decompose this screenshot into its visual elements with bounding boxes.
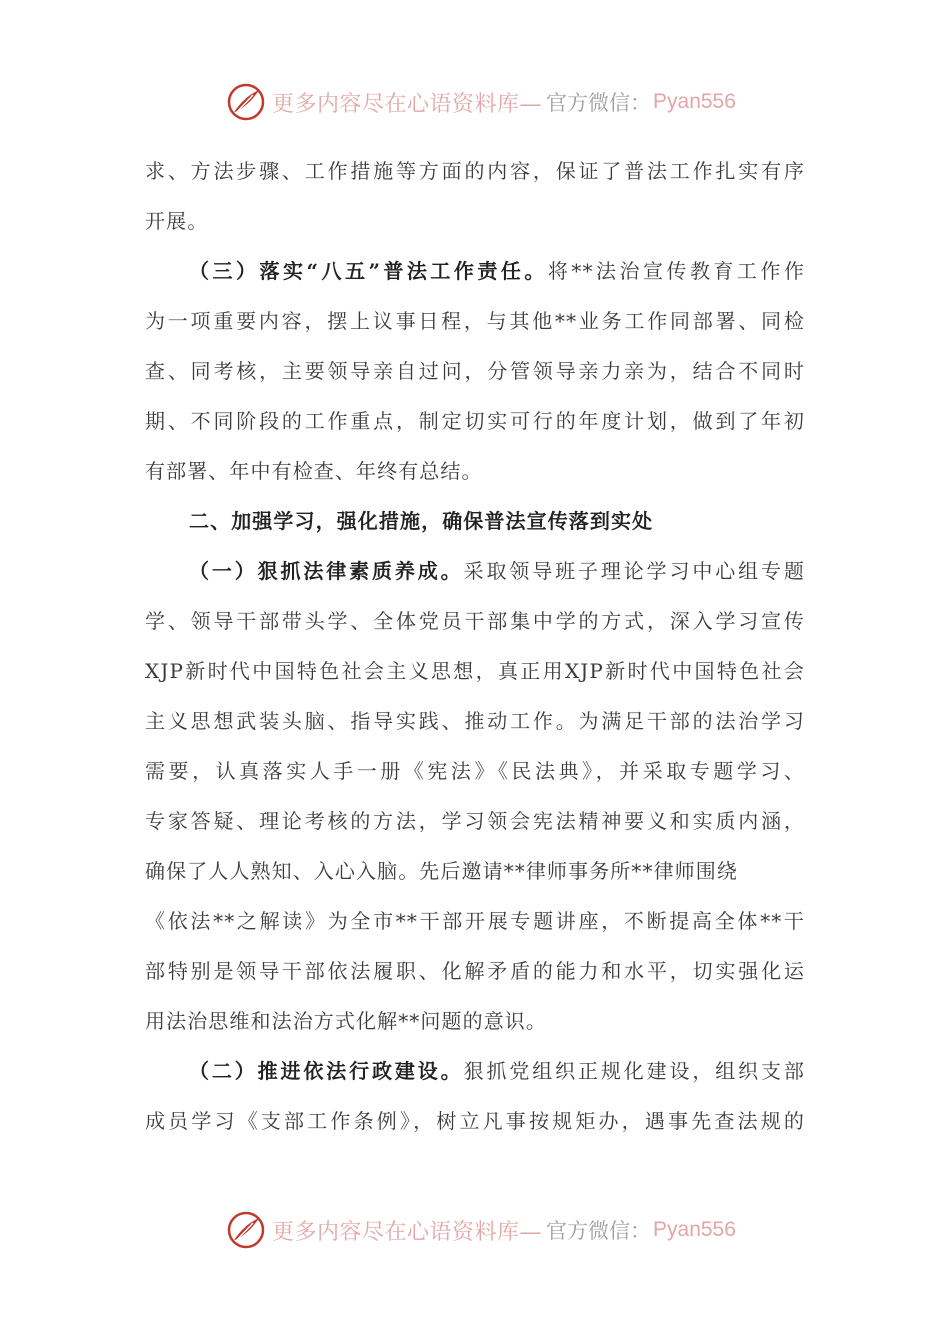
watermark-wechat-id: Pyan556 (653, 90, 736, 113)
body-line (145, 798, 805, 848)
body-line (145, 598, 805, 648)
line-text: 求、方法步骤、工作措施等方面的内容，保证了普法工作扎实有序 (145, 159, 805, 183)
section-heading-line (145, 498, 805, 548)
subsection-heading: （三）落实“八五”普法工作责任。 (189, 259, 548, 283)
line-text: 学、领导干部带头学、全体党员干部集中学的方式，深入学习宣传 (145, 609, 805, 633)
line-text: 主义思想武装头脑、指导实践、推动工作。为满足干部的法治学习 (145, 709, 805, 733)
watermark-text: 更多内容尽在心语资料库— (272, 91, 543, 117)
watermark-wechat-label: 官方微信： (546, 91, 652, 115)
line-text: 狠抓党组织正规化建设，组织支部 (463, 1059, 805, 1083)
watermark-banner-bottom (226, 1208, 746, 1252)
line-text: 成员学习《支部工作条例》，树立凡事按规矩办，遇事先查法规的 (145, 1109, 805, 1133)
line-text: 部特别是领导干部依法履职、化解矛盾的能力和水平，切实强化运 (145, 959, 805, 983)
line-text: 用法治思维和法治方式化解**问题的意识。 (145, 1009, 547, 1033)
body-line (145, 898, 805, 948)
quill-logo-icon (226, 82, 266, 122)
body-line (145, 948, 805, 998)
quill-logo-icon (226, 1210, 266, 1250)
line-text: 专家答疑、理论考核的方法，学习领会宪法精神要义和实质内涵， (145, 809, 805, 833)
line-text: 采取领导班子理论学习中心组专题 (463, 559, 805, 583)
document-body (145, 148, 805, 1148)
line-text: 确保了人人熟知、入心入脑。先后邀请**律师事务所**律师围绕 (145, 859, 738, 883)
body-line (145, 698, 805, 748)
body-line (145, 198, 805, 248)
section-heading: 二、加强学习，强化措施，确保普法宣传落到实处 (189, 509, 654, 533)
line-text: XJP新时代中国特色社会主义思想，真正用XJP新时代中国特色社会 (145, 659, 805, 683)
line-text: 《依法**之解读》为全市**干部开展专题讲座，不断提高全体**干 (145, 909, 805, 933)
subsection-heading-line (145, 548, 805, 598)
line-text: 为一项重要内容，摆上议事日程，与其他**业务工作同部署、同检 (145, 309, 805, 333)
watermark-banner-top (226, 80, 746, 124)
body-line (145, 348, 805, 398)
body-line (145, 748, 805, 798)
body-line (145, 398, 805, 448)
line-text: 将**法治宣传教育工作作 (547, 259, 805, 283)
subsection-heading: （二）推进依法行政建设。 (189, 1059, 464, 1083)
subsection-heading: （一）狠抓法律素质养成。 (189, 559, 464, 583)
line-text: 有部署、年中有检查、年终有总结。 (145, 459, 483, 483)
line-text: 开展。 (145, 209, 209, 233)
line-text: 期、不同阶段的工作重点，制定切实可行的年度计划，做到了年初 (145, 409, 805, 433)
body-line (145, 448, 805, 498)
body-line (145, 648, 805, 698)
body-line (145, 1098, 805, 1148)
watermark-wechat-label: 官方微信： (546, 1219, 652, 1243)
watermark-text: 更多内容尽在心语资料库— (272, 1219, 543, 1245)
body-line (145, 148, 805, 198)
subsection-heading-line (145, 1048, 805, 1098)
subsection-heading-line (145, 248, 805, 298)
watermark-wechat-id: Pyan556 (653, 1218, 736, 1241)
body-line (145, 848, 805, 898)
line-text: 查、同考核，主要领导亲自过问，分管领导亲力亲为，结合不同时 (145, 359, 805, 383)
line-text: 需要，认真落实人手一册《宪法》《民法典》，并采取专题学习、 (145, 759, 805, 783)
body-line (145, 998, 805, 1048)
body-line (145, 298, 805, 348)
